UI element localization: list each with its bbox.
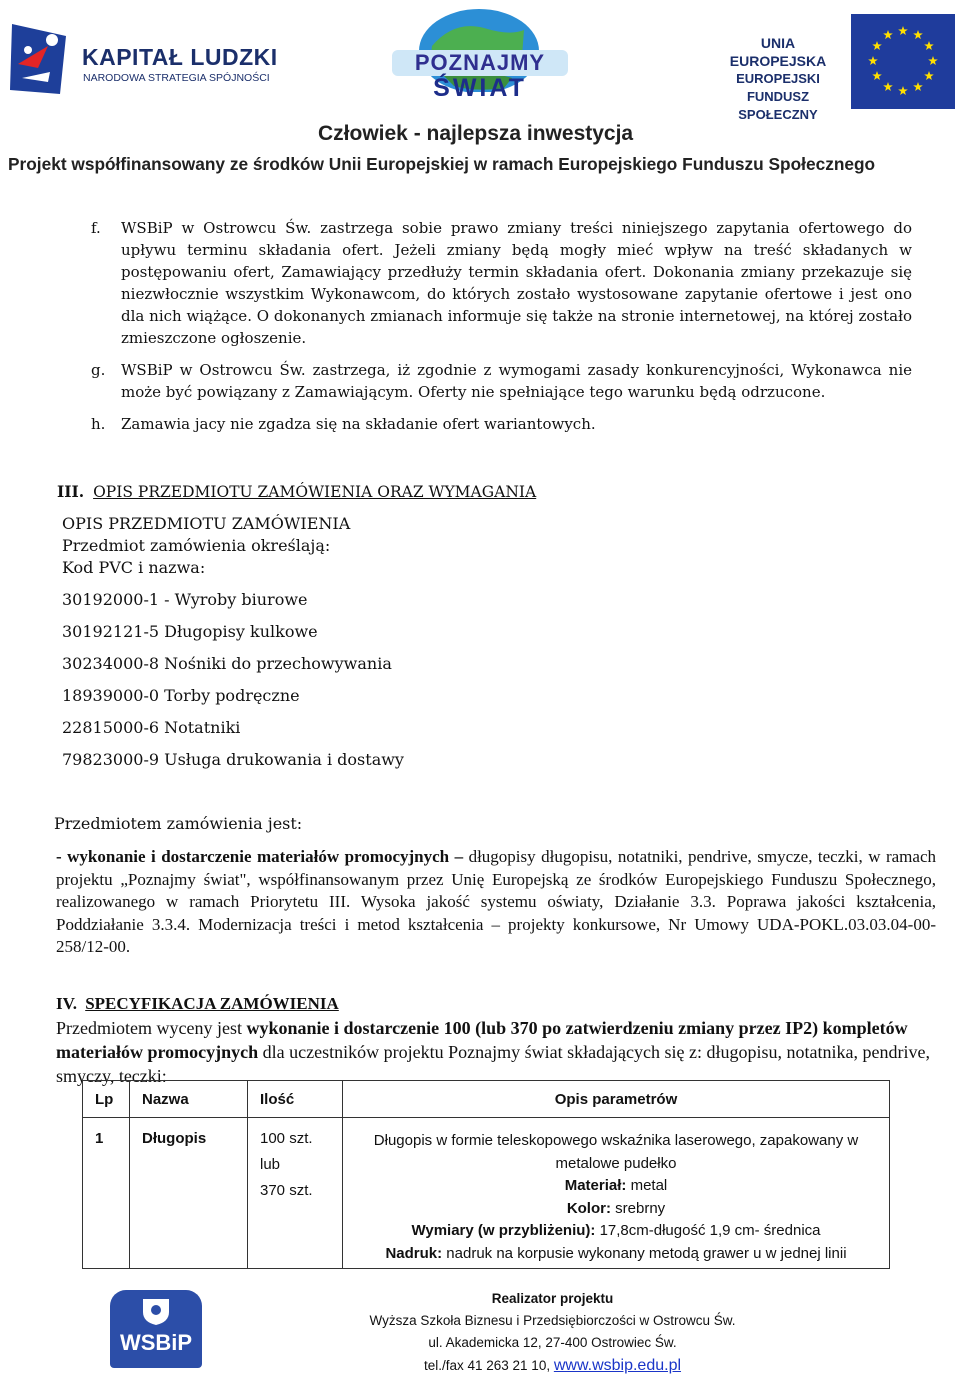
cpv-code-5: 22815000-6 Notatniki — [62, 718, 241, 737]
eu-flag-icon — [851, 14, 955, 109]
section-4-paragraph — [56, 1016, 936, 1088]
desc-line-1: Długopis w formie teleskopowego wskaźnika laserowego, zapakowany w metalowe pudełko — [373, 1132, 859, 1172]
dimensions-label: Wymiary (w przybliżeniu): — [411, 1222, 596, 1239]
cpv-code-4: 18939000-0 Torby podręczne — [62, 686, 300, 705]
footer-contact — [330, 1354, 775, 1378]
color-value: srebrny — [610, 1199, 666, 1217]
desc-material — [353, 1175, 879, 1198]
column-header-lp: Lp — [83, 1081, 130, 1118]
material-value: metal — [626, 1177, 668, 1194]
desc-print — [353, 1243, 879, 1266]
crest-icon — [140, 1296, 172, 1326]
item-g-text: WSBiP w Ostrowcu Św. zastrzega, iż zgodnie z wymogami zasady konkurencyjności, Wykonawca nie może być powiązany z Zamawiającym. Oferty nie spełniające tego warunku będą odrzucone. — [121, 361, 912, 401]
section-3-number: III. — [57, 482, 85, 501]
table-row — [83, 1118, 890, 1269]
section-4-text-bold: wykonanie i dostarczenie 100 (lub 370 po zatwierdzeniu zmiany przez IP2) kompletów materiałów promocyjnych — [56, 1018, 908, 1062]
dimensions-value: 17,8cm-długość 1,9 cm- średnica — [595, 1222, 821, 1239]
kapital-ludzki-logo-icon — [8, 20, 70, 98]
print-label: Nadruk: — [385, 1244, 443, 1262]
item-f-text: WSBiP w Ostrowcu Św. zastrzega sobie prawo zmiany treści niniejszego zapytania ofertowego do upływu terminu składania ofert. Jeżeli zmiany będą mogły mieć wpływ na treść składanych w postępowaniu ofert, Zamawiający przedłuży termin składania ofert. Dokonania zmiany przekazuje się niezwłocznie wszystkim Wykonawcom, do których zostało wystosowane zapytanie ofertowe i jest ono dla nich wiążące. O dokonanych zmianach informuje się także na stronie internetowej, na której zostało zmieszczone ogłoszenie. — [121, 219, 912, 347]
cell-name: Długopis — [130, 1118, 248, 1269]
print-value: nadruk na korpusie wykonany metodą grawer u w jednej linii — [442, 1244, 847, 1262]
footer-line-1: Wyższa Szkoła Biznesu i Przedsiębiorczości w Ostrowcu Św. — [369, 1313, 736, 1328]
poznajmy-title: POZNAJMY — [414, 50, 546, 75]
footer-text — [330, 1288, 775, 1378]
wsbip-logo — [110, 1290, 202, 1368]
section-4-heading — [56, 994, 339, 1014]
kapital-ludzki-name: KAPITAŁ LUDZKI — [82, 44, 278, 70]
wsbip-logo-text: WSBiP — [119, 1330, 193, 1355]
cell-lp: 1 — [83, 1118, 130, 1269]
ue-name — [712, 34, 844, 124]
column-header-name: Nazwa — [130, 1081, 248, 1118]
item-g — [91, 359, 912, 403]
footer-line-2: ul. Akademicka 12, 27-400 Ostrowiec Św. — [428, 1335, 677, 1350]
column-header-desc: Opis parametrów — [343, 1081, 890, 1118]
subject-text: długopisy długopisu, notatniki, pendrive, smycze, teczki, w ramach projektu „Poznajmy świat", współfinansowanym przez Unię Europejską ze środków Europejskiego Funduszu Społecznego, realizowanego w ramach Priorytetu III. Wysoka jakość systemu oświaty, Działanie 3.3. Poprawa jakości kształcenia, Poddziałanie 3.3.4. Modernizacja treści i metod kształcenia – projekty konkursowe, Nr Umowy UDA-POKL.03.03.04-00-258/12-00. — [56, 847, 936, 956]
item-h-text: Zamawia jacy nie zgadza się na składanie ofert wariantowych. — [121, 415, 596, 433]
color-label: Kolor: — [566, 1199, 611, 1217]
specification-table — [82, 1080, 890, 1269]
ue-line-2: EUROPEJSKI — [736, 71, 820, 86]
tagline: Człowiek - najlepsza inwestycja — [318, 122, 634, 145]
ue-line-1: UNIA EUROPEJSKA — [729, 35, 827, 69]
material-label: Materiał: — [564, 1177, 627, 1194]
item-g-label: g. — [91, 361, 106, 379]
section-3-title: OPIS PRZEDMIOTU ZAMÓWIENIA ORAZ WYMAGANIA — [93, 483, 537, 501]
swiat-title: ŚWIAT — [433, 74, 527, 102]
qty-or: lub — [260, 1156, 281, 1173]
website-link[interactable]: www.wsbip.edu.pl — [553, 1357, 682, 1374]
desc-dimensions — [353, 1220, 879, 1243]
item-h — [91, 413, 912, 435]
header — [0, 0, 960, 185]
section-4-text-2: dla uczestników projektu Poznajmy świat składających się z: długopisu, notatnika, pendrive, smyczy, teczki: — [56, 1042, 930, 1086]
item-f-label: f. — [91, 219, 101, 237]
section-3-line-3: Kod PVC i nazwa: — [62, 558, 206, 577]
qty-370: 370 szt. — [260, 1182, 313, 1199]
section-3-line-2: Przedmiot zamówienia określają: — [62, 536, 331, 555]
section-4-text-1: Przedmiotem wyceny jest — [56, 1018, 247, 1038]
cell-description — [343, 1118, 890, 1269]
column-header-qty: Ilość — [248, 1081, 343, 1118]
cpv-code-3: 30234000-8 Nośniki do przechowywania — [62, 654, 392, 673]
subject-bold: - wykonanie i dostarczenie materiałów promocyjnych – — [56, 847, 464, 866]
qty-100: 100 szt. — [260, 1130, 313, 1147]
table-header-row — [83, 1081, 890, 1118]
section-3-heading — [57, 482, 536, 501]
section-4-number: IV. — [56, 994, 77, 1013]
cell-qty — [248, 1118, 343, 1269]
item-h-label: h. — [91, 415, 106, 433]
project-funding-line: Projekt współfinansowany ze środków Unii Europejskiej w ramach Europejskiego Funduszu Społecznego — [8, 154, 876, 174]
section-4-title: SPECYFIKACJA ZAMÓWIENIA — [85, 994, 339, 1013]
desc-color — [353, 1198, 879, 1221]
subject-label: Przedmiotem zamówienia jest: — [54, 814, 303, 833]
cpv-code-2: 30192121-5 Długopisy kulkowe — [62, 622, 318, 641]
cpv-code-1: 30192000-1 - Wyroby biurowe — [62, 590, 308, 609]
footer-title: Realizator projektu — [491, 1291, 614, 1306]
section-3-line-1: OPIS PRZEDMIOTU ZAMÓWIENIA — [62, 514, 351, 533]
ue-line-3: FUNDUSZ SPOŁECZNY — [738, 89, 818, 122]
kapital-ludzki-subtitle: NARODOWA STRATEGIA SPÓJNOŚCI — [83, 72, 270, 84]
item-f — [91, 217, 912, 349]
footer-phone: tel./fax 41 263 21 10, — [423, 1358, 554, 1373]
subject-paragraph — [56, 846, 936, 959]
cpv-code-6: 79823000-9 Usługa drukowania i dostawy — [62, 750, 404, 769]
